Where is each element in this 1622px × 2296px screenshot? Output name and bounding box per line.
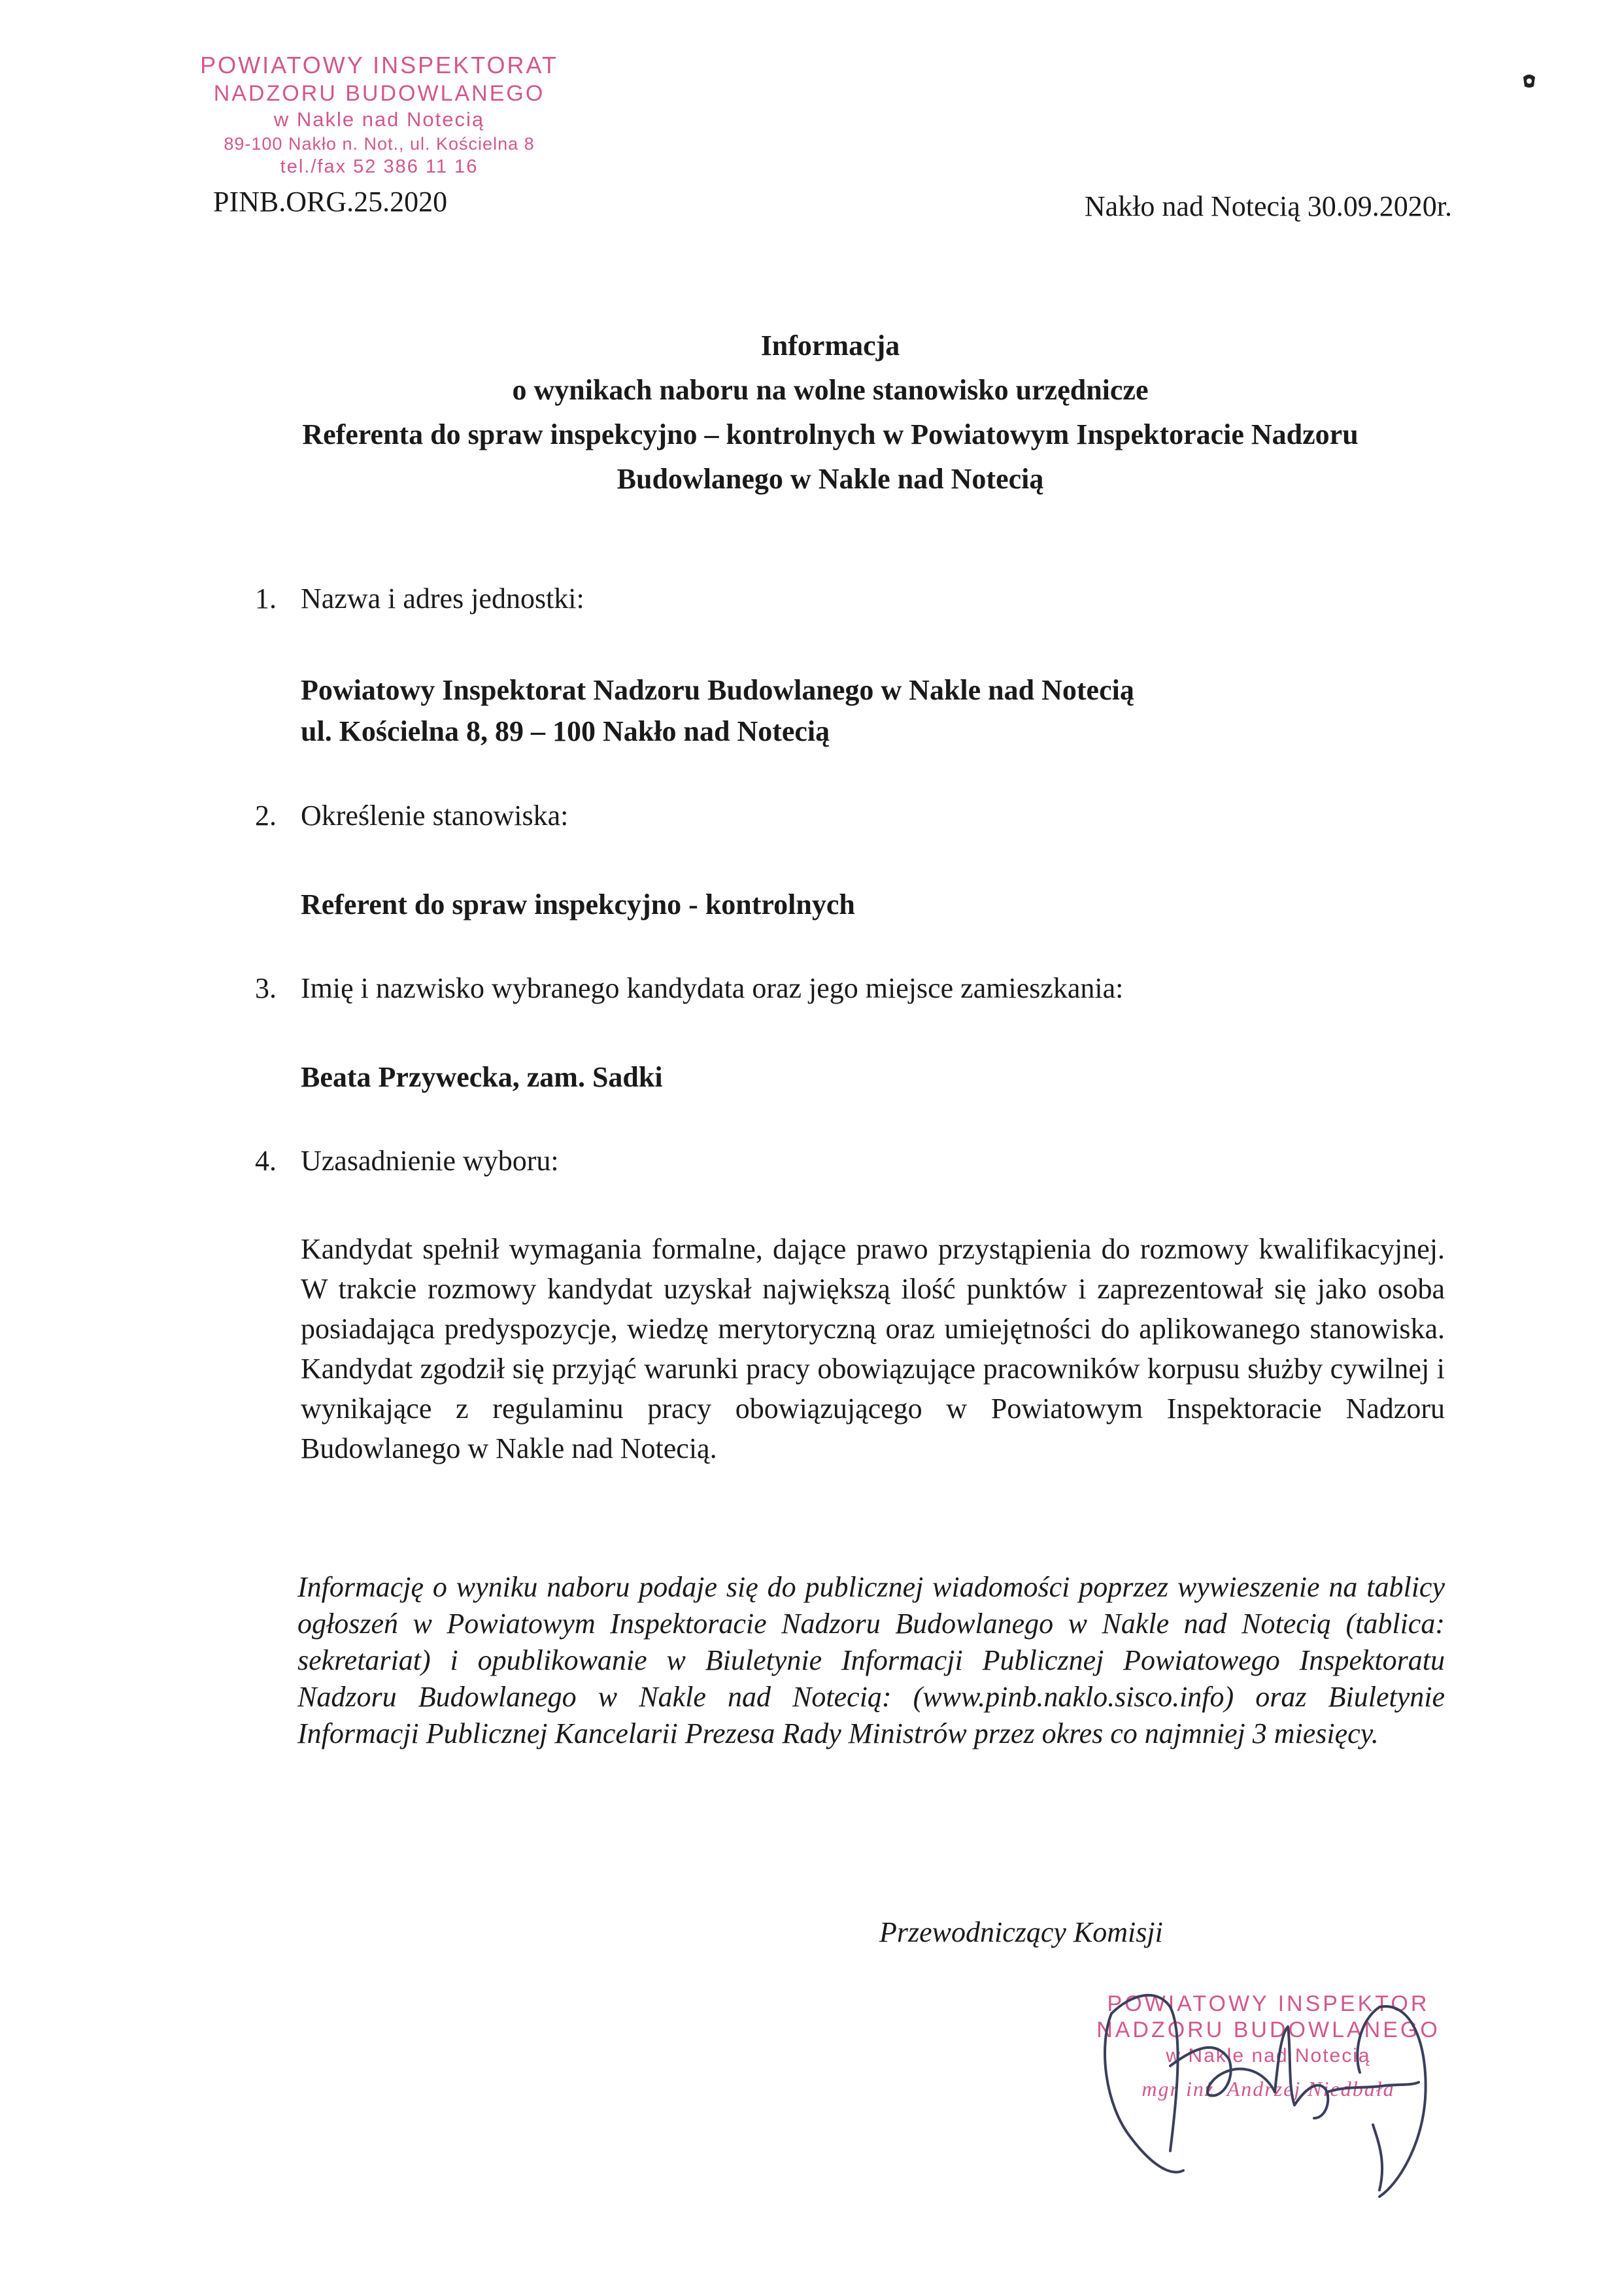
unit-address: ul. Kościelna 8, 89 – 100 Nakło nad Notecią — [301, 715, 830, 747]
stamp-line: POWIATOWY INSPEKTORAT — [200, 52, 558, 78]
section-label: Uzasadnienie wyboru: — [301, 1145, 559, 1177]
unit-name: Powiatowy Inspektorat Nadzoru Budowlanego w Nakle nad Notecią — [301, 674, 1134, 706]
scan-mark-icon — [1519, 71, 1539, 90]
section-label: Określenie stanowiska: — [301, 800, 569, 832]
section-number: 2. — [255, 800, 277, 832]
section-label: Imię i nazwisko wybranego kandydata oraz jego miejsce zamieszkania: — [301, 972, 1124, 1004]
position-name: Referent do spraw inspekcyjno - kontrolnych — [301, 888, 855, 920]
title-line: Referenta do spraw inspekcyjno – kontrolnych w Powiatowym Inspektoracie Nadzoru — [302, 418, 1359, 450]
stamp-line: NADZORU BUDOWLANEGO — [1096, 2017, 1440, 2042]
title-line: Budowlanego w Nakle nad Notecią — [617, 463, 1044, 495]
section-number: 4. — [255, 1145, 277, 1177]
handwritten-signature — [1072, 1955, 1438, 2203]
document-title — [196, 324, 1464, 501]
stamp-line: POWIATOWY INSPEKTOR — [1107, 1991, 1430, 2016]
section-label: Nazwa i adres jednostki: — [301, 582, 584, 615]
section-4-heading — [255, 1144, 559, 1177]
place-and-date: Nakło nad Notecią 30.09.2020r. — [1084, 190, 1452, 222]
section-number: 3. — [255, 972, 277, 1004]
stamp-line: 89-100 Nakło n. Not., ul. Kościelna 8 — [224, 134, 535, 154]
section-2-heading — [255, 799, 568, 832]
section-3-heading — [255, 971, 1123, 1005]
committee-chair-label: Przewodniczący Komisji — [879, 1916, 1163, 1948]
office-stamp-top — [190, 51, 569, 178]
stamp-line: mgr inż. Andrzej Niedbała — [1141, 2077, 1395, 2101]
section-1-heading — [255, 582, 584, 615]
stamp-line: w Nakle nad Notecią — [1166, 2045, 1371, 2067]
publication-notice: Informację o wyniku naboru podaje się do publicznej wiadomości poprzez wywieszenie na tablicy ogłoszeń w Powiatowym Inspektoracie Nadzoru Budowlanego w Nakle nad Notecią (tablica: sekretariat) i opublikowanie w Biuletynie Informacji Publicznej Powiatowego Inspektoratu Nadzoru Budowlanego w Nakle nad Notecią: (www.pinb.naklo.sisco.info) oraz Biuletynie Informacji Publicznej Kancelarii Prezesa Rady Ministrów przez okres co najmniej 3 miesięcy. — [297, 1571, 1445, 1749]
selection-justification: Kandydat spełnił wymagania formalne, dające prawo przystąpienia do rozmowy kwalifikacyjnej. W trakcie rozmowy kandydat uzyskał największą ilość punktów i zaprezentował się jako osoba posiadająca predyspozycje, wiedzę merytoryczną oraz umiejętności do aplikowanego stanowiska. Kandydat zgodził się przyjąć warunki pracy obowiązujące pracowników korpusu służby cywilnej i wynikające z regulaminu pracy obowiązującego w Powiatowym Inspektoracie Nadzoru Budowlanego w Nakle nad Notecią. — [301, 1233, 1445, 1464]
reference-number: PINB.ORG.25.2020 — [213, 186, 448, 218]
stamp-line: NADZORU BUDOWLANEGO — [213, 81, 545, 106]
section-number: 1. — [255, 582, 277, 615]
stamp-line: tel./fax 52 386 11 16 — [280, 156, 479, 177]
stamp-line: w Nakle nad Notecią — [273, 108, 485, 131]
title-line: o wynikach naboru na wolne stanowisko urzędnicze — [512, 374, 1149, 406]
title-line: Informacja — [760, 329, 900, 362]
candidate-name: Beata Przywecka, zam. Sadki — [301, 1061, 663, 1093]
